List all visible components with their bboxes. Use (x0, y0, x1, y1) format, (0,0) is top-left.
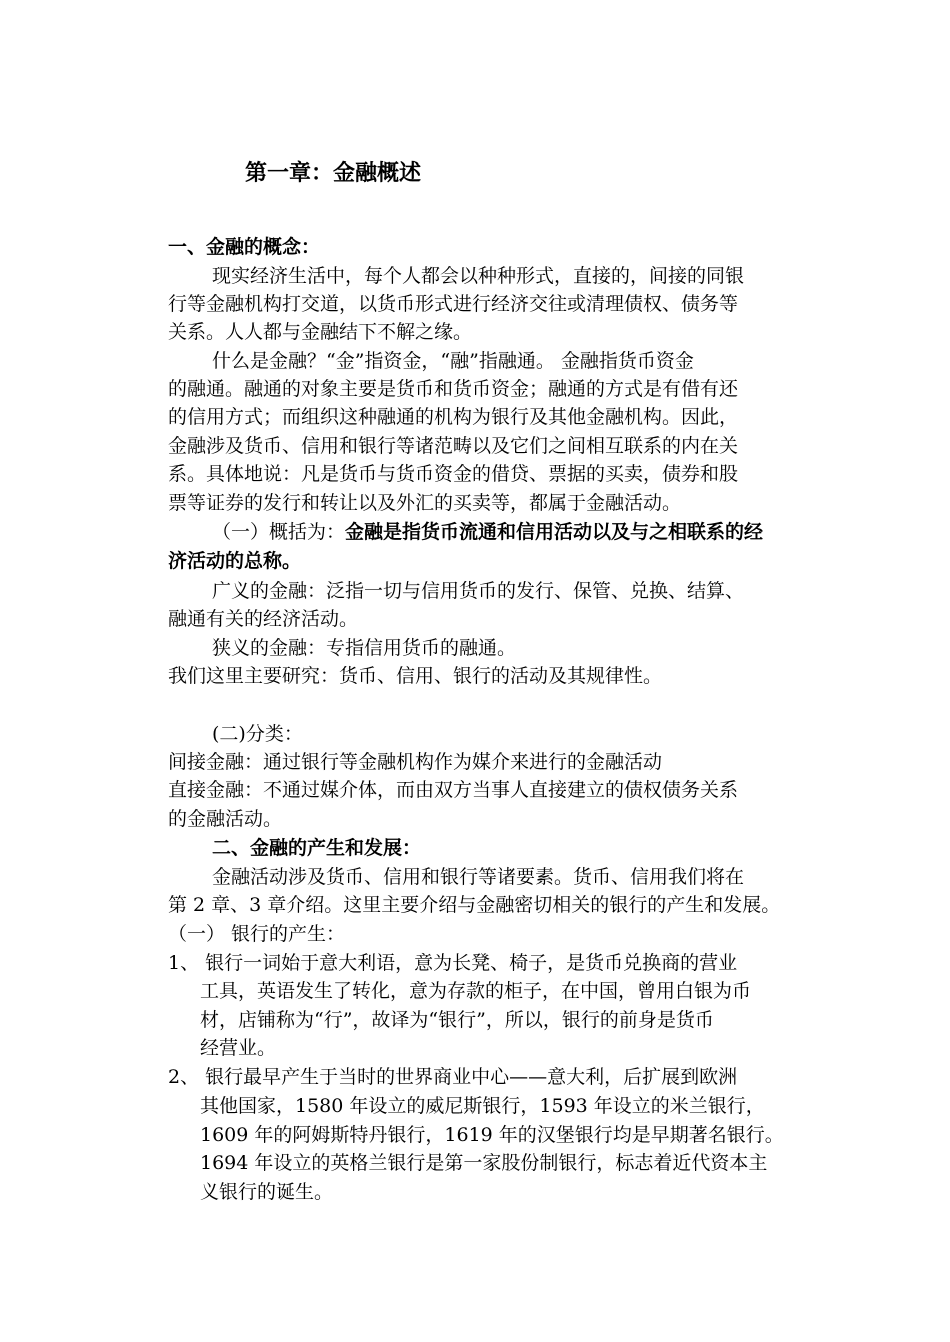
list-item-continued: 义银行的诞生。 (200, 1181, 334, 1203)
paragraph-line: 广义的金融：泛指一切与信用货币的发行、保管、兑换、结算、 (212, 580, 745, 602)
chapter-title: 第一章：金融概述 (245, 160, 422, 186)
summary-label: （一）概括为： (212, 521, 346, 543)
summary-line (212, 518, 763, 546)
paragraph-line: 的金融活动。 (168, 808, 283, 830)
paragraph-line: 间接金融：通过银行等金融机构作为媒介来进行的金融活动 (168, 751, 663, 773)
paragraph-line: 的融通。融通的对象主要是货币和货币资金；融通的方式是有借有还 (168, 378, 739, 400)
subsection-heading-classification: (二)分类： (212, 723, 303, 745)
list-item-continued: 其他国家，1580 年设立的威尼斯银行，1593 年设立的米兰银行， (200, 1095, 765, 1117)
section-heading-concept: 一、金融的概念： (168, 236, 321, 258)
section-heading-development: 二、金融的产生和发展： (212, 837, 422, 859)
paragraph-line: 第 2 章、3 章介绍。这里主要介绍与金融密切相关的银行的产生和发展。 (168, 894, 781, 916)
paragraph-line: 融通有关的经济活动。 (168, 608, 359, 630)
paragraph-line: 金融活动涉及货币、信用和银行等诸要素。货币、信用我们将在 (212, 866, 745, 888)
definition-text: 金融是指货币流通和信用活动以及与之相联系的经 (345, 521, 764, 543)
list-item: 1、 银行一词始于意大利语，意为长凳、椅子，是货币兑换商的营业 (168, 952, 738, 974)
paragraph-line: 直接金融：不通过媒介体，而由双方当事人直接建立的债权债务关系 (168, 779, 739, 801)
paragraph-line: 我们这里主要研究：货币、信用、银行的活动及其规律性。 (168, 665, 663, 687)
paragraph-line: 现实经济生活中，每个人都会以种种形式，直接的，间接的同银 (212, 265, 745, 287)
subsection-heading-bank-origin: （一） 银行的产生： (168, 923, 346, 945)
paragraph-line: 系。具体地说：凡是货币与货币资金的借贷、票据的买卖，债券和股 (168, 463, 739, 485)
definition-text-continued: 济活动的总称。 (168, 550, 302, 572)
paragraph-line: 的信用方式；而组织这种融通的机构为银行及其他金融机构。因此， (168, 406, 739, 428)
list-item-continued: 1609 年的阿姆斯特丹银行，1619 年的汉堡银行均是早期著名银行。 (200, 1124, 784, 1146)
list-item: 2、 银行最早产生于当时的世界商业中心——意大利，后扩展到欧洲 (168, 1066, 738, 1088)
paragraph-line: 行等金融机构打交道，以货币形式进行经济交往或清理债权、债务等 (168, 293, 739, 315)
paragraph-line: 关系。人人都与金融结下不解之缘。 (168, 321, 473, 343)
paragraph-line: 狭义的金融：专指信用货币的融通。 (212, 637, 517, 659)
list-item-continued: 1694 年设立的英格兰银行是第一家股份制银行，标志着近代资本主 (200, 1152, 768, 1174)
list-item-continued: 工具，英语发生了转化，意为存款的柜子，在中国，曾用白银为币 (200, 980, 752, 1002)
paragraph-line: 票等证券的发行和转让以及外汇的买卖等，都属于金融活动。 (168, 492, 682, 514)
paragraph-line: 什么是金融？“金”指资金，“融”指融通。 金融指货币资金 (212, 350, 694, 372)
list-item-continued: 经营业。 (200, 1037, 277, 1059)
paragraph-line: 金融涉及货币、信用和银行等诸范畴以及它们之间相互联系的内在关 (168, 435, 739, 457)
list-item-continued: 材，店铺称为“行”，故译为“银行”，所以，银行的前身是货币 (200, 1009, 714, 1031)
